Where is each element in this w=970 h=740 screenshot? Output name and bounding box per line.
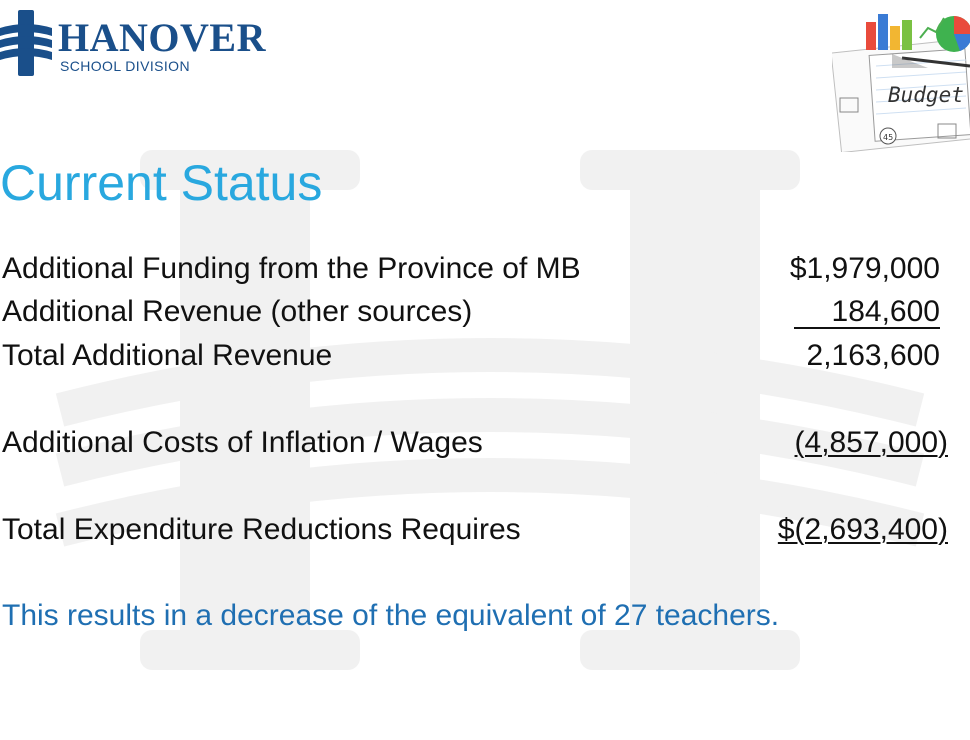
row-value-total-revenue: 2,163,600 <box>806 339 940 372</box>
budget-clipart-icon <box>832 6 970 152</box>
budget-page-number: 45 <box>883 133 894 142</box>
hanover-emblem-icon <box>0 10 52 76</box>
row-value-other-revenue <box>794 294 940 330</box>
row-label-expenditure-reductions: Total Expenditure Reductions Requires <box>2 513 521 546</box>
hanover-logo <box>0 8 266 78</box>
row-label-other-revenue: Additional Revenue (other sources) <box>2 295 473 328</box>
row-value-inflation-costs: (4,857,000) <box>794 426 948 459</box>
logo-subtitle: SCHOOL DIVISION <box>60 58 190 74</box>
row-label-inflation-costs: Additional Costs of Inflation / Wages <box>2 426 483 459</box>
row-value-other-revenue-text: 184,600 <box>794 297 940 329</box>
row-label-provincial-funding: Additional Funding from the Province of MB <box>2 252 581 285</box>
conclusion-text: This results in a decrease of the equivalent of 27 teachers. <box>2 599 780 632</box>
logo-name: HANOVER <box>58 15 266 60</box>
row-value-provincial-funding: $1,979,000 <box>789 252 940 285</box>
budget-label: Budget <box>888 83 964 107</box>
row-label-total-revenue: Total Additional Revenue <box>2 339 333 372</box>
row-value-expenditure-reductions: $(2,693,400) <box>777 513 948 546</box>
page-title: Current Status <box>0 155 323 211</box>
